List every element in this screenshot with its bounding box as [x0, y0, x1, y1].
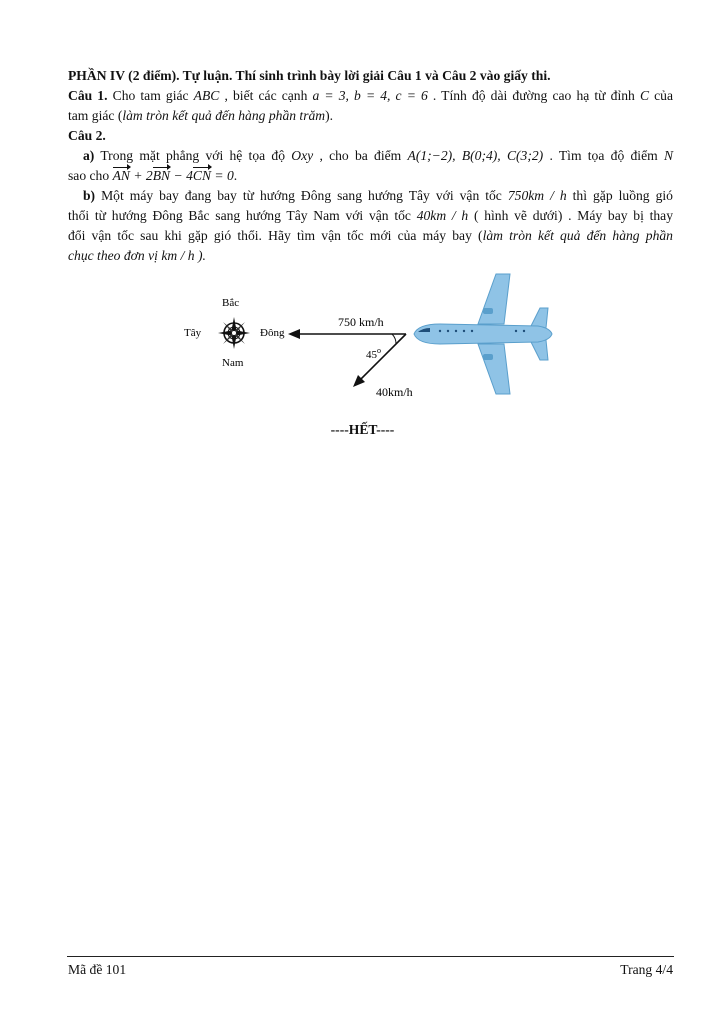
question-1-label: Câu 1.	[68, 88, 108, 103]
question-1-line-1	[68, 86, 673, 106]
footer-exam-code: Mã đề 101	[68, 962, 127, 977]
plane-wind-figure	[178, 272, 558, 412]
airplane-icon	[414, 274, 552, 394]
q2b-text: Một máy bay đang bay từ hướng Đông sang hướng Tây với vận tốc	[101, 188, 502, 203]
q2a-line2: sao cho	[68, 168, 110, 183]
q2a-text-2: , cho ba điểm	[319, 148, 402, 163]
q1-line2-a: tam giác (	[68, 108, 123, 123]
q2b-speed-wind: 40km / h	[416, 208, 469, 223]
q2b-text-2: thì gặp luồng gió	[572, 188, 673, 203]
compass-east-label: Đông	[260, 327, 285, 339]
question-1-line-2	[68, 106, 673, 126]
plane-arrow-head	[288, 329, 300, 339]
plane-speed-label: 750 km/h	[338, 315, 384, 329]
compass-rose-icon	[218, 317, 250, 349]
vector-AN: AN	[113, 166, 130, 186]
q1-text-2: , biết các cạnh	[224, 88, 308, 103]
compass-west-label: Tây	[184, 327, 202, 339]
q1-sides: a = 3, b = 4, c = 6	[312, 88, 428, 103]
q1-text: Cho tam giác	[112, 88, 189, 103]
question-2b-line-4	[68, 246, 673, 266]
q1-vertex: C	[639, 88, 650, 103]
q2b-line3-italic: làm tròn kết quả đến hàng phần	[482, 228, 673, 243]
question-2a-line-1	[68, 146, 673, 166]
footer-page-number: Trang 4/4	[620, 962, 673, 977]
compass-north-label: Bắc	[222, 297, 240, 309]
angle-value: 45	[366, 349, 377, 361]
angle-arc	[392, 334, 396, 344]
q2a-oxy: Oxy	[291, 148, 314, 163]
exam-content	[68, 66, 673, 266]
q2a-points: A(1;−2), B(0;4), C(3;2)	[407, 148, 544, 163]
vector-eq-tail: = 0	[214, 168, 234, 183]
q2a-text-3: . Tìm tọa độ điểm	[549, 148, 658, 163]
q2a-N: N	[663, 148, 674, 163]
q2b-unit: km / h	[161, 248, 195, 263]
angle-label	[366, 346, 381, 361]
q1-text-4: của	[654, 88, 674, 103]
q2b-label: b)	[83, 188, 96, 203]
question-2b-line-2	[68, 206, 673, 226]
footer-divider	[67, 956, 674, 957]
end-mark: ----HẾT----	[330, 422, 395, 437]
q1-triangle: ABC	[193, 88, 220, 103]
question-2b-line-1	[68, 186, 673, 206]
q1-rounding-note: làm tròn kết quả đến hàng phần trăm	[122, 108, 326, 123]
q2b-line2: thổi từ hướng Đông Bắc sang hướng Tây Nam với vận tốc	[68, 208, 411, 223]
question-2b-line-3	[68, 226, 673, 246]
question-2a-line-2: sao cho AN + 2BN − 4CN = 0.	[68, 166, 673, 186]
vector-equation: AN + 2BN − 4CN = 0	[113, 168, 234, 183]
q2b-speed-plane: 750km / h	[507, 188, 567, 203]
wind-speed-label: 40km/h	[376, 385, 413, 399]
angle-degree: o	[377, 346, 381, 355]
q2b-line2-tail: ( hình vẽ dưới) . Máy bay bị thay	[473, 208, 673, 223]
section-title: PHẦN IV (2 điểm). Tự luận. Thí sinh trình bày lời giải Câu 1 và Câu 2 vào giấy thi.	[68, 68, 551, 83]
vector-CN: CN	[193, 166, 211, 186]
vector-BN: BN	[153, 166, 170, 186]
question-2-label: Câu 2.	[68, 128, 106, 143]
q1-line2-b: ).	[325, 108, 334, 123]
q2b-line4-italic: chục theo đơn vị	[68, 248, 158, 263]
q2a-text: Trong mặt phẳng với hệ tọa độ	[100, 148, 286, 163]
q1-text-3: . Tính độ dài đường cao hạ từ đỉnh	[432, 88, 635, 103]
q2b-line4-tail: ).	[197, 248, 206, 263]
q2a-label: a)	[83, 148, 95, 163]
compass-south-label: Nam	[222, 357, 244, 369]
q2b-line3: đổi vận tốc sau khi gặp gió thổi. Hãy tìm vận tốc mới của máy bay (	[68, 228, 483, 243]
